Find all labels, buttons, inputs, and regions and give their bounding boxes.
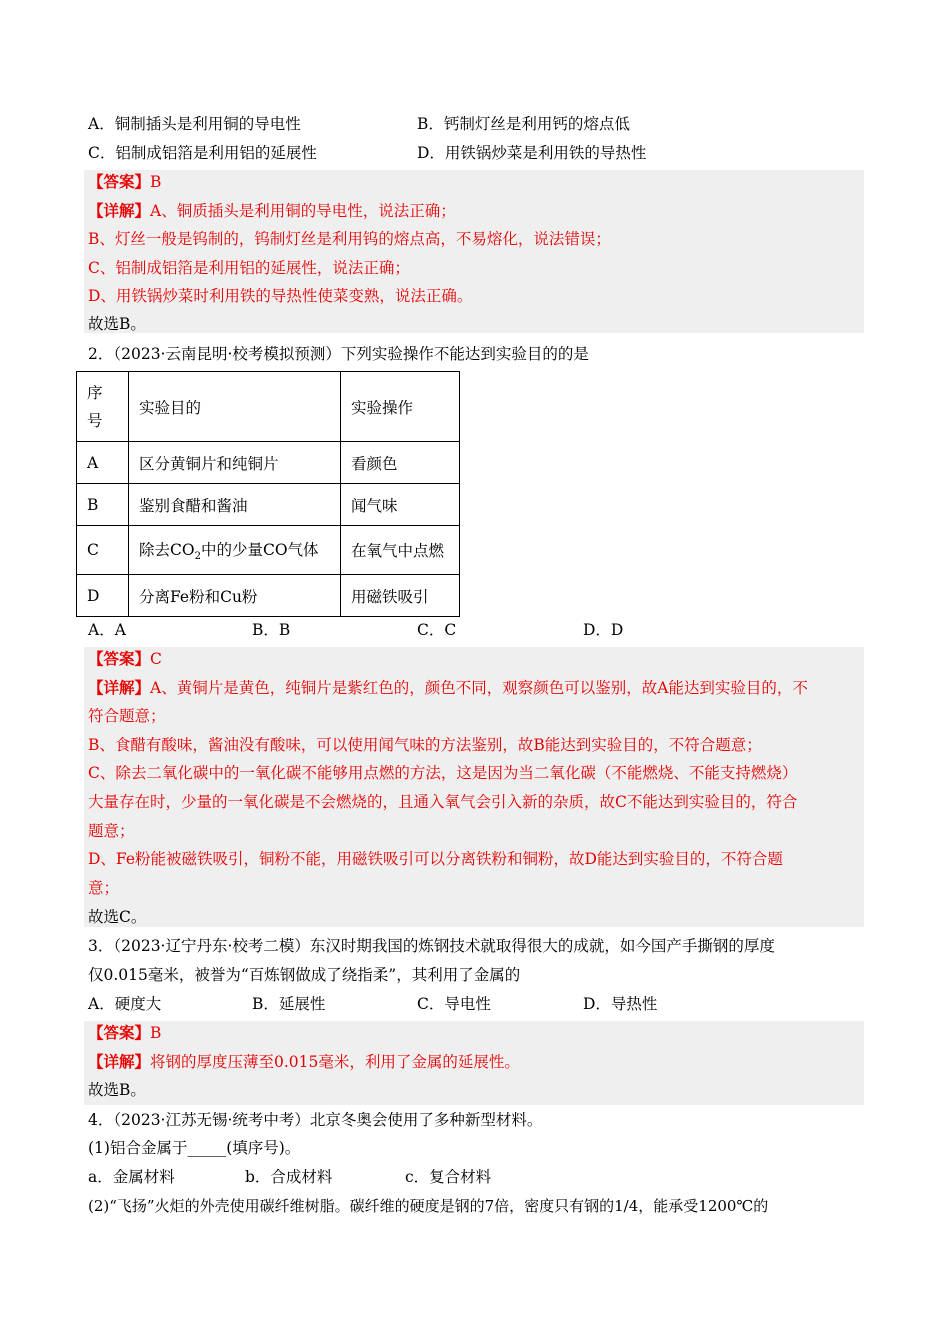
q1-detail-line: B、灯丝一般是钨制的，钨制灯丝是利用钨的熔点高，不易熔化，说法错误； [88,230,611,248]
row-operation: 闻气味 [341,484,460,526]
header-operation: 实验操作 [341,372,460,442]
row-id: D [77,575,129,617]
table-row [77,442,460,484]
q3-stem-line: 仅0.015毫米，被誉为“百炼钢做成了绕指柔”，其利用了金属的 [88,966,521,984]
q2-conclusion: 故选C。 [88,908,147,926]
q3-answer: 【答案】B [88,1023,162,1042]
table-row [77,526,460,575]
table-row [77,484,460,526]
q2-answer: 【答案】C [88,649,162,668]
q1-answer-box [84,170,864,333]
q1-option-a: A．铜制插头是利用铜的导电性 [88,115,301,133]
q2-option-d: D．D [583,621,624,639]
q1-answer: 【答案】B [88,172,162,191]
q3-option-c: C．导电性 [417,995,491,1013]
q2-detail-line: 符合题意； [88,707,166,725]
row-operation: 在氧气中点燃 [341,526,460,575]
q2-detail-line: 意； [88,879,120,897]
q2-detail-line: B、食醋有酸味，酱油没有酸味，可以使用闻气味的方法鉴别，故B能达到实验目的，不符合题意； [88,736,762,754]
co2-formula: $CO_2$ [170,540,201,563]
q4-sub1: (1)铝合金属于_____(填序号)。 [88,1139,301,1157]
q1-detail-line: D、用铁锅炒菜时利用铁的导热性使菜变熟，说法正确。 [88,287,473,305]
q2-stem: 2．（2023·云南昆明·校考模拟预测）下列实验操作不能达到实验目的的是 [88,345,589,363]
q2-detail-line: 大量存在时，少量的一氧化碳是不会燃烧的，且通入氧气会引入新的杂质，故C不能达到实验目的，符合 [88,793,798,811]
q4-sub1-option-c: c．复合材料 [405,1168,492,1186]
q1-option-c: C．铝制成铝箔是利用铝的延展性 [88,144,317,162]
row-purpose: 分离Fe粉和Cu粉 [129,575,341,617]
q4-stem: 4．（2023·江苏无锡·统考中考）北京冬奥会使用了多种新型材料。 [88,1111,543,1129]
experiment-table [76,371,460,617]
q1-detail-line: C、铝制成铝箔是利用铝的延展性，说法正确； [88,259,410,277]
q2-detail-line: 题意； [88,822,135,840]
row-purpose: 区分黄铜片和纯铜片 [129,442,341,484]
row-operation: 看颜色 [341,442,460,484]
q1-option-d: D．用铁锅炒菜是利用铁的导热性 [417,144,647,162]
q2-option-a: A．A [88,621,126,639]
q2-detail-line: D、Fe粉能被磁铁吸引，铜粉不能，用磁铁吸引可以分离铁粉和铜粉，故D能达到实验目的，不符合题 [88,850,783,868]
q3-detail-line: 【详解】将钢的厚度压薄至0.015毫米，利用了金属的延展性。 [88,1052,520,1071]
q2-detail-line: C、除去二氧化碳中的一氧化碳不能够用点燃的方法，这是因为当二氧化碳（不能燃烧、不能支持燃烧） [88,764,798,782]
table-header-row [77,372,460,442]
q3-option-d: D．导热性 [583,995,658,1013]
q3-option-a: A．硬度大 [88,995,162,1013]
q3-option-b: B．延展性 [252,995,326,1013]
row-id: A [77,442,129,484]
q3-conclusion: 故选B。 [88,1081,146,1099]
q4-sub1-option-b: b．合成材料 [245,1168,333,1186]
q1-conclusion: 故选B。 [88,315,146,333]
q2-detail-line: 【详解】A、黄铜片是黄色，纯铜片是紫红色的，颜色不同，观察颜色可以鉴别，故A能达到实验目的，不 [88,678,808,697]
row-purpose: 除去$CO_2$中的少量CO气体 [129,526,341,575]
row-purpose: 鉴别食醋和酱油 [129,484,341,526]
row-id: C [77,526,129,575]
q2-option-c: C．C [417,621,457,639]
q4-sub1-option-a: a．金属材料 [88,1168,175,1186]
row-id: B [77,484,129,526]
table-row [77,575,460,617]
row-operation: 用磁铁吸引 [341,575,460,617]
q4-sub2: (2)“飞扬”火炬的外壳使用碳纤维树脂。碳纤维的硬度是钢的7倍，密度只有钢的1/4，能承受1200℃的 [88,1197,769,1215]
q2-option-b: B．B [252,621,291,639]
header-serial: 序 号 [77,372,129,442]
header-purpose: 实验目的 [129,372,341,442]
q1-option-b: B．钙制灯丝是利用钙的熔点低 [417,115,630,133]
q3-stem-line: 3．（2023·辽宁丹东·校考二模）东汉时期我国的炼钢技术就取得很大的成就，如今国产手撕钢的厚度 [88,937,775,955]
q1-detail-line: 【详解】A、铜质插头是利用铜的导电性，说法正确； [88,201,456,220]
